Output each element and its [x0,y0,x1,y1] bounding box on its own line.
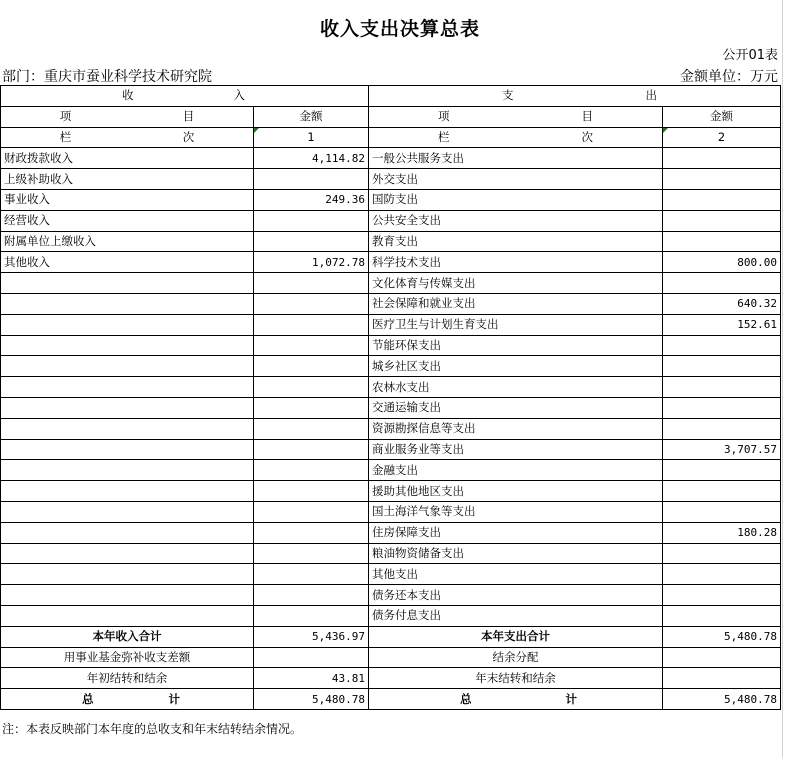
income-item-cell[interactable]: 上级补助收入 [1,169,254,190]
table-row [1,543,781,564]
expense-item-cell[interactable]: 交通运输支出 [369,397,663,418]
table-row [1,169,781,190]
income-amount-cell[interactable] [254,397,369,418]
footnote: 注：本表反映部门本年度的总收支和年末结转结余情况。 [2,722,303,736]
col-label-left-char-1: 栏 [59,129,72,144]
income-item-cell[interactable] [1,460,254,481]
expense-item-cell[interactable]: 教育支出 [369,231,663,252]
expense-item-cell[interactable]: 国土海洋气象等支出 [369,501,663,522]
income-amount-cell[interactable] [254,231,369,252]
income-amount-cell[interactable] [254,564,369,585]
total-income-char-2: 计 [168,691,180,706]
income-amount-cell[interactable] [254,293,369,314]
expense-item-cell[interactable]: 住房保障支出 [369,522,663,543]
table-row [1,397,781,418]
table-row [1,314,781,335]
expense-item-cell[interactable]: 一般公共服务支出 [369,148,663,169]
table-row [1,335,781,356]
section-header-row [1,86,781,107]
income-item-cell[interactable]: 财政拨款收入 [1,148,254,169]
col-item-left-char-2: 目 [182,109,195,124]
expense-amount-cell[interactable] [663,189,781,210]
table-row [1,460,781,481]
amount-unit-label: 金额单位：万元 [680,69,778,85]
summary-expense-amount[interactable]: 5,480.78 [663,626,781,647]
table-row [1,189,781,210]
col-item-right-char-2: 目 [581,109,593,124]
summary-expense-label[interactable]: 年末结转和结余 [369,668,663,689]
income-item-cell[interactable] [1,356,254,377]
summary-income-amount[interactable] [254,647,369,668]
expense-item-cell[interactable]: 外交支出 [369,169,663,190]
income-amount-cell[interactable] [254,335,369,356]
income-item-cell[interactable] [1,481,254,502]
expense-item-cell[interactable]: 农林水支出 [369,377,663,398]
column-number-2[interactable]: 2 [663,127,781,148]
income-amount-cell[interactable] [254,481,369,502]
table-row [1,564,781,585]
column-number-1[interactable]: 1 [254,127,369,148]
table-row [1,210,781,231]
expense-amount-cell[interactable] [663,501,781,522]
column-index-row [1,127,781,148]
expense-header-char-1: 支 [502,88,514,103]
table-row [1,231,781,252]
income-item-cell[interactable] [1,585,254,606]
income-amount-cell[interactable] [254,439,369,460]
expense-amount-cell[interactable] [663,543,781,564]
report-title: 收入支出决算总表 [319,18,480,40]
total-expense-label[interactable] [369,689,663,710]
row-col-label-right[interactable] [369,127,663,148]
income-amount-cell[interactable] [254,210,369,231]
income-amount-cell[interactable] [254,522,369,543]
income-item-cell[interactable] [1,314,254,335]
expense-amount-cell[interactable] [663,564,781,585]
income-amount-cell[interactable]: 4,114.82 [254,148,369,169]
income-amount-cell[interactable] [254,605,369,626]
expense-item-cell[interactable]: 金融支出 [369,460,663,481]
table-row [1,501,781,522]
expense-amount-cell[interactable] [663,356,781,377]
income-item-cell[interactable] [1,522,254,543]
income-item-cell[interactable] [1,501,254,522]
expense-amount-cell[interactable] [663,418,781,439]
expense-amount-cell[interactable]: 152.61 [663,314,781,335]
column-header-row [1,106,781,127]
summary-expense-amount[interactable] [663,647,781,668]
summary-row [1,668,781,689]
table-row [1,522,781,543]
expense-amount-cell[interactable] [663,148,781,169]
summary-row [1,647,781,668]
table-row [1,481,781,502]
table-row [1,148,781,169]
income-item-cell[interactable]: 其他收入 [1,252,254,273]
income-amount-cell[interactable] [254,543,369,564]
income-amount-cell[interactable] [254,501,369,522]
grand-total-row [1,689,781,710]
col-label-right-char-1: 栏 [438,129,450,144]
expense-item-cell[interactable]: 社会保障和就业支出 [369,293,663,314]
expense-item-cell[interactable]: 城乡社区支出 [369,356,663,377]
col-header-amount-right[interactable]: 金额 [663,106,781,127]
summary-expense-amount[interactable] [663,668,781,689]
expense-amount-cell[interactable] [663,460,781,481]
expense-item-cell[interactable]: 商业服务业等支出 [369,439,663,460]
income-amount-cell[interactable] [254,314,369,335]
income-amount-cell[interactable]: 249.36 [254,189,369,210]
income-item-cell[interactable] [1,564,254,585]
income-header-char-2: 入 [233,88,245,103]
expense-item-cell[interactable]: 其他支出 [369,564,663,585]
summary-income-label[interactable]: 年初结转和结余 [1,668,254,689]
income-amount-cell[interactable]: 1,072.78 [254,252,369,273]
table-row [1,439,781,460]
expense-item-cell[interactable]: 科学技术支出 [369,252,663,273]
expense-item-cell[interactable]: 节能环保支出 [369,335,663,356]
table-row [1,293,781,314]
expense-item-cell[interactable]: 公共安全支出 [369,210,663,231]
table-row [1,273,781,294]
expense-amount-cell[interactable]: 180.28 [663,522,781,543]
income-expense-table [0,85,781,710]
expense-amount-cell[interactable] [663,585,781,606]
col-label-right-char-2: 次 [581,129,593,144]
expense-amount-cell[interactable] [663,397,781,418]
summary-income-amount[interactable]: 5,436.97 [254,626,369,647]
expense-item-cell[interactable]: 资源勘探信息等支出 [369,418,663,439]
expense-item-cell[interactable]: 债务还本支出 [369,585,663,606]
sheet-gridline [782,0,800,758]
income-amount-cell[interactable] [254,273,369,294]
income-item-cell[interactable]: 附属单位上缴收入 [1,231,254,252]
expense-item-cell[interactable]: 国防支出 [369,189,663,210]
income-amount-cell[interactable] [254,377,369,398]
expense-section-header[interactable] [369,86,781,107]
summary-expense-label[interactable]: 本年支出合计 [369,626,663,647]
expense-amount-cell[interactable] [663,605,781,626]
income-item-cell[interactable] [1,377,254,398]
expense-amount-cell[interactable] [663,481,781,502]
income-amount-cell[interactable] [254,460,369,481]
col-header-amount-left[interactable]: 金额 [254,106,369,127]
expense-amount-cell[interactable] [663,231,781,252]
expense-amount-cell[interactable] [663,210,781,231]
expense-amount-cell[interactable] [663,169,781,190]
total-income-amount[interactable]: 5,480.78 [254,689,369,710]
income-amount-cell[interactable] [254,418,369,439]
total-expense-char-1: 总 [460,691,472,706]
income-header-char-1: 收 [122,88,134,103]
table-row [1,605,781,626]
expense-item-cell[interactable]: 援助其他地区支出 [369,481,663,502]
income-item-cell[interactable]: 事业收入 [1,189,254,210]
summary-row [1,626,781,647]
expense-item-cell[interactable]: 粮油物资储备支出 [369,543,663,564]
department-label: 部门：重庆市蚕业科学技术研究院 [2,69,212,85]
total-expense-amount[interactable]: 5,480.78 [663,689,781,710]
expense-amount-cell[interactable]: 3,707.57 [663,439,781,460]
income-item-cell[interactable] [1,293,254,314]
summary-income-label[interactable]: 用事业基金弥补收支差额 [1,647,254,668]
income-item-cell[interactable] [1,439,254,460]
form-number: 公开01表 [722,48,778,63]
expense-item-cell[interactable]: 文化体育与传媒支出 [369,273,663,294]
income-item-cell[interactable]: 经营收入 [1,210,254,231]
row-col-label-left[interactable] [1,127,254,148]
income-section-header[interactable] [1,86,369,107]
income-item-cell[interactable] [1,418,254,439]
table-row [1,585,781,606]
income-amount-cell[interactable] [254,169,369,190]
income-amount-cell[interactable] [254,356,369,377]
col-label-left-char-2: 次 [182,129,195,144]
total-income-char-1: 总 [82,691,94,706]
summary-expense-label[interactable]: 结余分配 [369,647,663,668]
col-item-left-char-1: 项 [59,109,72,124]
income-item-cell[interactable] [1,397,254,418]
income-amount-cell[interactable] [254,585,369,606]
summary-income-label[interactable]: 本年收入合计 [1,626,254,647]
total-expense-char-2: 计 [565,691,577,706]
expense-item-cell[interactable]: 医疗卫生与计划生育支出 [369,314,663,335]
expense-item-cell[interactable]: 债务付息支出 [369,605,663,626]
expense-amount-cell[interactable] [663,273,781,294]
expense-amount-cell[interactable]: 640.32 [663,293,781,314]
income-item-cell[interactable] [1,543,254,564]
col-item-right-char-1: 项 [438,109,450,124]
col-header-item-left[interactable] [1,106,254,127]
table-row [1,252,781,273]
expense-amount-cell[interactable]: 800.00 [663,252,781,273]
table-row [1,377,781,398]
table-row [1,356,781,377]
income-item-cell[interactable] [1,273,254,294]
total-income-label[interactable] [1,689,254,710]
income-item-cell[interactable] [1,335,254,356]
expense-amount-cell[interactable] [663,377,781,398]
table-row [1,418,781,439]
col-header-item-right[interactable] [369,106,663,127]
summary-income-amount[interactable]: 43.81 [254,668,369,689]
income-item-cell[interactable] [1,605,254,626]
expense-header-char-2: 出 [645,88,657,103]
expense-amount-cell[interactable] [663,335,781,356]
